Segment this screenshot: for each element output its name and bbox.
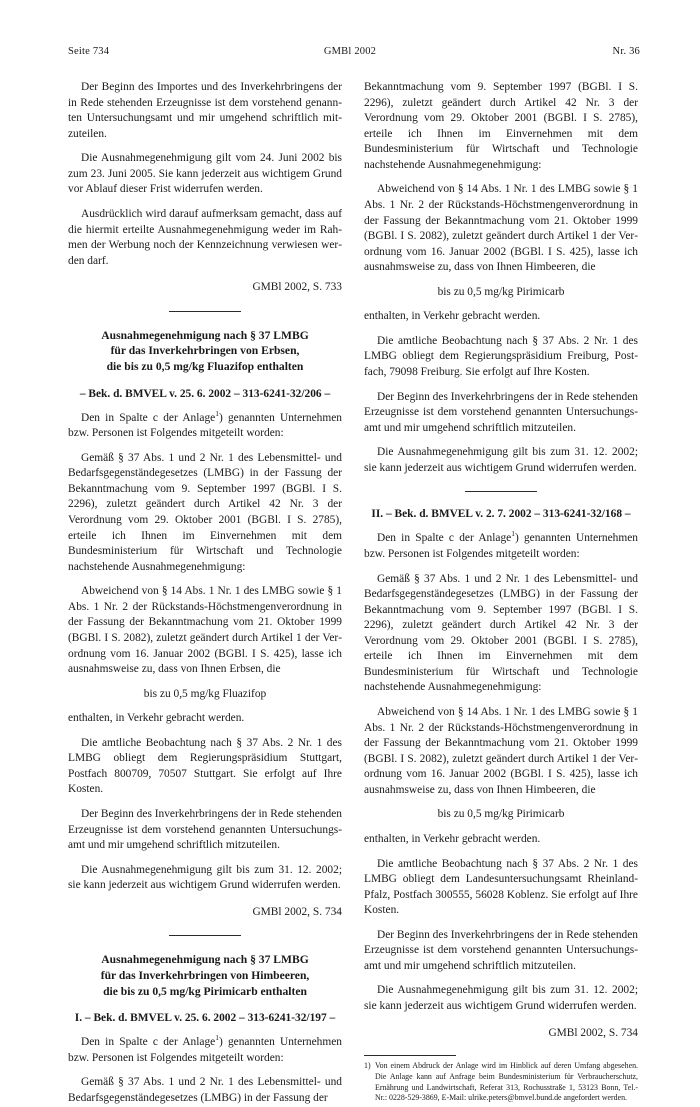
journal-title: GMBl 2002 [323,46,377,57]
bek-reference-himbeeren-II: II. – Bek. d. BMVEL v. 2. 7. 2002 – 313-6241-32/168 – [371,508,631,521]
heading-himbeeren-line1: Ausnahmegenehmigung nach § 37 LMBG [101,953,309,967]
paragraph-gilt-bis-himbeeren-II: Die Ausnahmegenehmigung gilt bis zum 31. 12. 2002; sie kann jederzeit aus wichtigem Grund widerrufen werden. [364,984,638,1012]
paragraph-gemaess-himbeeren-II: Gemäß § 37 Abs. 1 und 2 Nr. 1 des Lebensmittel- und Bedarfsgegenständegesetzes (LMBG) in der Fassung der Bekanntmachung vom 9. September 1997 (BGBl. I S. 2296), zuletzt geändert durch Artikel 42 Nr. 3 der Verordnung vom 29. Oktober 2001 (BGBl. I S. 2785), erteile ich Ihnen im Einvernehmen mit dem Bundesministerium für Wirtschaft und Technologie nachstehende Ausnahmegenehmigung: [364,572,638,694]
paragraph-spalte-c-himbeeren-II [364,531,638,562]
footnote-ref-1c: 1 [511,529,515,539]
paragraph-enthalten-himbeeren-II: enthalten, in Verkehr gebracht werden. [364,832,541,845]
paragraph-beginn-erbsen: Der Beginn des Inverkehrbringens der in Rede stehenden Erzeugnisse ist dem vorstehend genannten Untersuchungsamt und mir umgehend schriftlich mitzuteilen. [68,808,342,852]
paragraph-gilt-bis-himbeeren-I: Die Ausnahmegenehmigung gilt bis zum 31. 12. 2002; sie kann jederzeit aus wichtigem Grund widerrufen werden. [364,446,638,474]
bek-reference-himbeeren-I: I. – Bek. d. BMVEL v. 25. 6. 2002 – 313-6241-32/197 – [74,1012,336,1025]
heading-erbsen-line2: für das Inverkehrbringen von Erbsen, [110,344,300,358]
limit-value-pirimicarb-II: bis zu 0,5 mg/kg Pirimicarb [437,808,565,821]
heading-himbeeren [68,952,342,999]
left-column [68,80,342,1107]
heading-himbeeren-line2: für das Inverkehrbringen von Himbeeren, [100,969,310,983]
paragraph-beginn-himbeeren-I: Der Beginn des Inverkehrbringens der in Rede stehenden Erzeugnisse ist dem vorstehend genannten Untersuchungsamt und mir umgehend schriftlich mitzuteilen. [364,390,638,434]
paragraph-spalte-c-himbeeren [68,1035,342,1066]
paragraph-gilt-bis-erbsen: Die Ausnahmegenehmigung gilt bis zum 31. 12. 2002; sie kann jederzeit aus wichtigem Grund widerrufen werden. [68,863,342,892]
paragraph-gemaess-erbsen: Gemäß § 37 Abs. 1 und 2 Nr. 1 des Lebensmittel- und Bedarfsgegenständegesetzes (LMBG) in der Fassung der Bekanntmachung vom 9. September 1997 (BGBl. I S. 2296), zuletzt geändert durch Artikel 42 Nr. 3 der Verordnung vom 29. Oktober 2001 (BGBl. I S. 2785), erteile ich Ihnen im Einvernehmen mit dem Bundesministerium für Wirtschaft und Technologie nachstehende Ausnahmegenehmigung: [68,451,342,573]
paragraph-beginn-himbeeren-II: Der Beginn des Inverkehrbringens der in Rede stehenden Erzeugnisse ist dem vorstehend genannten Untersuchungsamt und mir umgehend schriftlich mitzuteilen. [364,928,638,972]
paragraph-enthalten-erbsen: enthalten, in Verkehr gebracht werden. [68,712,245,725]
paragraph-observation-stuttgart: Die amtliche Beobachtung nach § 37 Abs. 2 Nr. 1 des LMBG obliegt dem Regierungspräsidium Stuttgart, Postfach 800709, 70507 Stuttgart. Sie erfolgt auf Ihre Kosten. [68,736,342,796]
spalte-c2-text-rest: ) genannten Unternehmen bzw. Personen ist Folgendes mitgeteilt worden: [68,1036,342,1064]
paragraph-advertising-notice: Ausdrücklich wird darauf aufmerksam gemacht, dass auf die hiermit erteilte Ausnahmegenehmigung weder im Rahmen der Werbung noch der Kennzeichnung verwiesen werden darf. [68,207,342,267]
footnote-marker: 1) [364,1061,371,1071]
spalte-c3-text: Den in Spalte c der Anlage [377,532,512,545]
spalte-c-text: Den in Spalte c der Anlage [81,411,216,424]
running-head [68,46,640,57]
citation-gmbl-734-left: GMBl 2002, S. 734 [252,905,342,918]
paragraph-observation-freiburg: Die amtliche Beobachtung nach § 37 Abs. 2 Nr. 1 des LMBG obliegt dem Regierungspräsidium Freiburg, Postfach, 79098 Freiburg. Sie erfolgt auf Ihre Kosten. [364,334,638,378]
paragraph-import-notice: Der Beginn des Importes und des Inverkehrbringens der in Rede stehenden Erzeugnisse ist dem vorstehend genannten Untersuchungsamt und mir umgehend schriftlich mitzuteilen. [68,81,342,140]
limit-value-pirimicarb-I: bis zu 0,5 mg/kg Pirimicarb [437,285,565,298]
paragraph-observation-koblenz: Die amtliche Beobachtung nach § 37 Abs. 2 Nr. 1 des LMBG obliegt dem Landesuntersuchungsamt Rheinland-Pfalz, Postfach 300555, 56028 Koblenz. Sie erfolgt auf Ihre Kosten. [364,857,638,917]
spalte-c2-text: Den in Spalte c der Anlage [81,1036,216,1049]
bek-reference-erbsen: – Bek. d. BMVEL v. 25. 6. 2002 – 313-6241-32/206 – [79,387,331,400]
paragraph-bekanntmachung-continued: Bekanntmachung vom 9. September 1997 (BGBl. I S. 2296), zuletzt geändert durch Artikel 42 Nr. 3 der Verordnung vom 29. Oktober 2001 (BGBl. I S. 2785), erteile ich Ihnen im Einvernehmen mit dem Bundesministerium für Wirtschaft und Technologie nachstehende Ausnahmegenehmigung: [364,81,638,171]
footnote-ref-1b: 1 [215,1033,219,1043]
spalte-c3-text-rest: ) genannten Unternehmen bzw. Personen ist Folgendes mitgeteilt worden: [364,532,638,560]
footnote-separator-rule [364,1055,456,1056]
footnote-section [364,1055,638,1104]
heading-erbsen [68,328,342,375]
page-number-left: Seite 734 [68,46,110,57]
footnote-1 [364,1061,638,1104]
section-divider-rule-2 [169,935,241,936]
section-divider-rule-3 [465,491,537,492]
heading-erbsen-line3: die bis zu 0,5 mg/kg Fluazifop enthalten [106,360,304,374]
section-divider-rule [169,311,241,312]
footnote-body: Von einem Abdruck der Anlage wird im Hinblick auf deren Umfang abgesehen. Die Anlage kann auf Anfrage beim Bundesministerium für Verbraucherschutz, Ernährung und Landwirtschaft, Referat 313, Rochusstraße 1, 53123 Bonn, Tel.-Nr.: 0228-529-3869, E-Mail: ulrike.peters@bmvel.bund.de angefordert werden. [375,1061,638,1103]
footnote-ref-1: 1 [215,408,219,418]
citation-gmbl-733: GMBl 2002, S. 733 [252,281,342,294]
two-column-body [68,80,640,1107]
spalte-c-text-rest: ) genannten Unternehmen bzw. Personen ist Folgendes mitgeteilt worden: [68,411,342,440]
paragraph-gemaess-himbeeren-cut: Gemäß § 37 Abs. 1 und 2 Nr. 1 des Lebensmittel- und Bedarfsgegenständegesetzes (LMBG) in der Fassung der [68,1076,342,1105]
paragraph-spalte-c-erbsen [68,408,342,442]
citation-gmbl-734-right: GMBl 2002, S. 734 [548,1026,638,1039]
limit-value-fluazifop: bis zu 0,5 mg/kg Fluazifop [143,687,267,700]
heading-erbsen-line1: Ausnahmegenehmigung nach § 37 LMBG [101,328,309,342]
paragraph-enthalten-himbeeren-I: enthalten, in Verkehr gebracht werden. [364,310,541,323]
right-column [364,80,638,1104]
heading-himbeeren-line3: die bis zu 0,5 mg/kg Pirimicarb enthalten [103,984,307,998]
issue-number: Nr. 36 [612,46,640,57]
paragraph-abweichend-erbsen: Abweichend von § 14 Abs. 1 Nr. 1 des LMBG sowie § 1 Abs. 1 Nr. 2 der Rückstands-Höchstmengenverordnung in der Fassung der Bekanntmachung vom 21. Oktober 1999 (BGBl. I S. 2082), zuletzt geändert durch Artikel 1 der Verordnung vom 16. Januar 2002 (BGBl. I S. 425), lasse ich ausnahmsweise zu, dass von Ihnen Erbsen, die [68,585,342,676]
paragraph-validity-period: Die Ausnahmegenehmigung gilt vom 24. Juni 2002 bis zum 23. Juni 2005. Sie kann jederzeit aus wichtigem Grund vor Ablauf dieser Frist widerrufen werden. [68,152,342,196]
paragraph-abweichend-himbeeren-I: Abweichend von § 14 Abs. 1 Nr. 1 des LMBG sowie § 1 Abs. 1 Nr. 2 der Rückstands-Höchstmengenverordnung in der Fassung der Bekanntmachung vom 21. Oktober 1999 (BGBl. I S. 2082), zuletzt geändert durch Artikel 1 der Verordnung vom 16. Januar 2002 (BGBl. I S. 425), lasse ich ausnahmsweise zu, dass von Ihnen Himbeeren, die [364,183,638,274]
paragraph-abweichend-himbeeren-II: Abweichend von § 14 Abs. 1 Nr. 1 des LMBG sowie § 1 Abs. 1 Nr. 2 der Rückstands-Höchstmengenverordnung in der Fassung der Bekanntmachung vom 21. Oktober 1999 (BGBl. I S. 2082), zuletzt geändert durch Artikel 1 der Verordnung vom 16. Januar 2002 (BGBl. I S. 425), lasse ich ausnahmsweise zu, dass von Ihnen Himbeeren, die [364,706,638,796]
